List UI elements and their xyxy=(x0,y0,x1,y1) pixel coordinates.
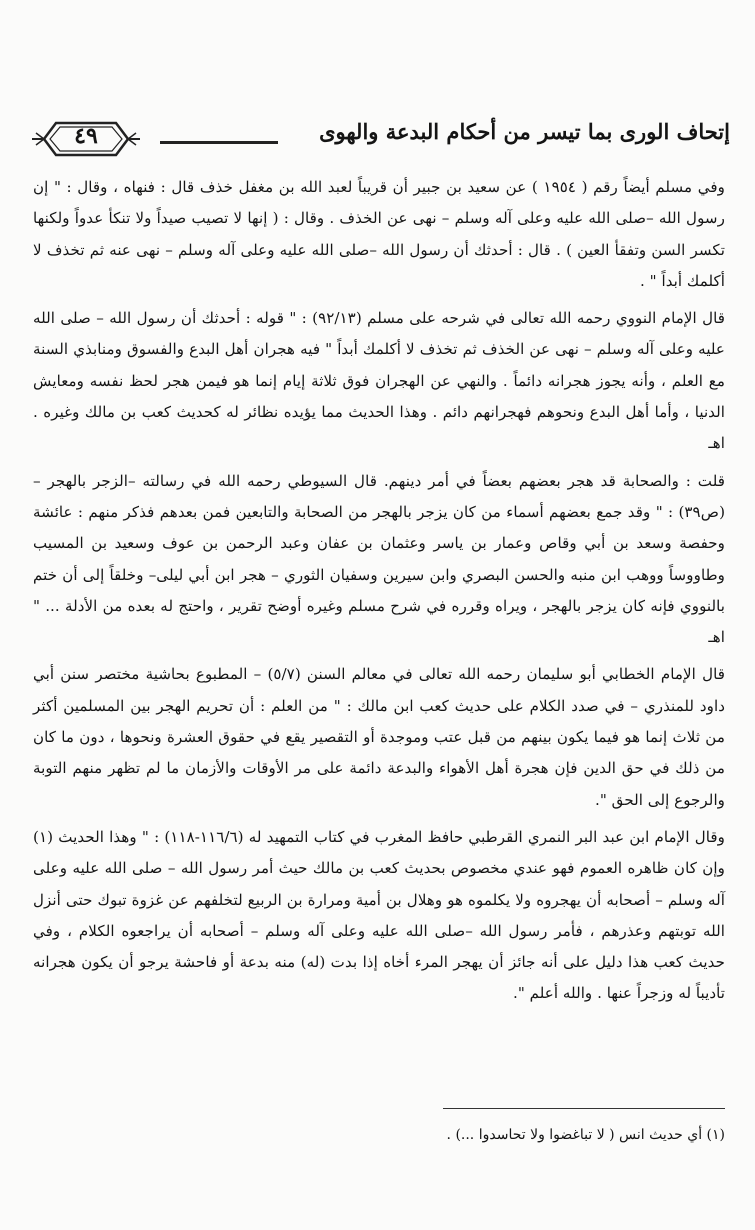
book-title: إتحاف الورى بما تيسر من أحكام البدعة والهوى xyxy=(319,119,730,144)
paragraph-4: قال الإمام الخطابي أبو سليمان رحمه الله تعالى في معالم السنن (٥/٧) – المطبوع بحاشية مختصر سنن أبي داود للمنذري – في صدد الكلام على حديث كعب ابن مالك : " من العلم : أن تحريم الهجر بين المسلمين أكثر من ثلاث إنما هو فيما يكون بينهم من قبل عتب وموجدة أو التقصير يقع في حقوق العشرة ونحوها ، دون ما كان من ذلك في حق الدين فإن هجرة أهل الأهواء والبدعة دائمة على مر الأوقات والأزمان ما لم تظهر منهم التوبة والرجوع إلى الحق ". xyxy=(33,665,725,809)
paragraph-5: وقال الإمام ابن عبد البر النمري القرطبي حافظ المغرب في كتاب التمهيد له (١١٦/٦-١١٨) : " وهذا الحديث (١) وإن كان ظاهره العموم فهو عندي مخصوص بحديث كعب بن مالك حيث أمر رسول الله – صلى الله عليه وعلى آله وسلم – أصحابه أن يهجروه ولا يكلموه هو وهلال بن أمية ومرارة بن الربيع لتخلفهم عن غزوة تبوك حتى أنزل الله توبتهم وعذرهم ، فأمر رسول الله –صلى الله عليه وعلى آله وسلم – أصحابه أن يراجعوه الكلام ، وفي حديث كعب هذا دليل على أنه جائز أن يهجر المرء أخاه إذا بدت (له) منه بدعة أو فاحشة يرجو أن يكون هجرانه تأديباً له وزجراً عنها . والله أعلم ". xyxy=(33,827,725,1003)
page-number: ٤٩ xyxy=(74,123,98,149)
header-rule xyxy=(160,141,278,144)
paragraph-2: قال الإمام النووي رحمه الله تعالى في شرحه على مسلم (٩٢/١٣) : " قوله : أحدثك أن رسول الله – صلى الله عليه وعلى آله وسلم – نهى عن الخذف ثم تخذف لا أكلمك أبداً " فيه هجران أهل البدع والفسوق ومنابذي السنة مع العلم ، وأنه يجوز هجرانه دائماً . والنهي عن الهجران فوق ثلاثة إيام إنما هو فيمن هجر لحظ نفسه ومعايش الدنيا ، وأما أهل البدع ونحوهم فهجرانهم دائم . وهذا الحديث مما يؤيده نظائر له كحديث كعب بن مالك وغيره . اهـ xyxy=(33,309,726,453)
footnote-separator xyxy=(443,1108,725,1109)
page-number-badge xyxy=(30,117,142,161)
paragraph-3: قلت : والصحابة قد هجر بعضهم بعضاً في أمر دينهم. قال السيوطي رحمه الله في رسالته –الزجر بالهجر – (ص٣٩) : " وقد جمع بعضهم أسماء من كان يزجر بالهجر من الصحابة والتابعين فمن بعدهم فذكر منهم : عائشة وحفصة وسعد بن أبي وقاص وعمار بن ياسر وعثمان بن عفان وعبد الرحمن بن عوف وسعيد بن المسيب وطاووساً ووهب ابن منبه والحسن البصري وابن سيرين وسفيان الثوري – هجر ابن أبي ليلى– وخلقاً إلى أن ختم بالنووي فإنه كان يزجر بالهجر ، ويراه وقرره في شرح مسلم وغيره أوضح تقرير ، واحتج له بعده من الأدلة ... " اهـ xyxy=(33,471,725,647)
paragraph-1: وفي مسلم أيضاً رقم ( ١٩٥٤ ) عن سعيد بن جبير أن قريباً لعبد الله بن مغفل خذف قال : فنهاه ، وقال : " إن رسول الله –صلى الله عليه وعلى آله وسلم – نهى عن الخذف . وقال : ( إنها لا تصيب صيداً ولا تنكأ عدواً ولكنها تكسر السن وتفقأ العين ) . قال : أحدثك أن رسول الله –صلى الله عليه وعلى آله وسلم – نهى عنه ثم تخذف لا أكلمك أبداً " . xyxy=(33,178,725,290)
main-text xyxy=(33,172,725,1016)
footnote: (١) أي حديث انس ( لا تباغضوا ولا تحاسدوا ...) . xyxy=(446,1127,725,1143)
running-header xyxy=(30,117,730,167)
